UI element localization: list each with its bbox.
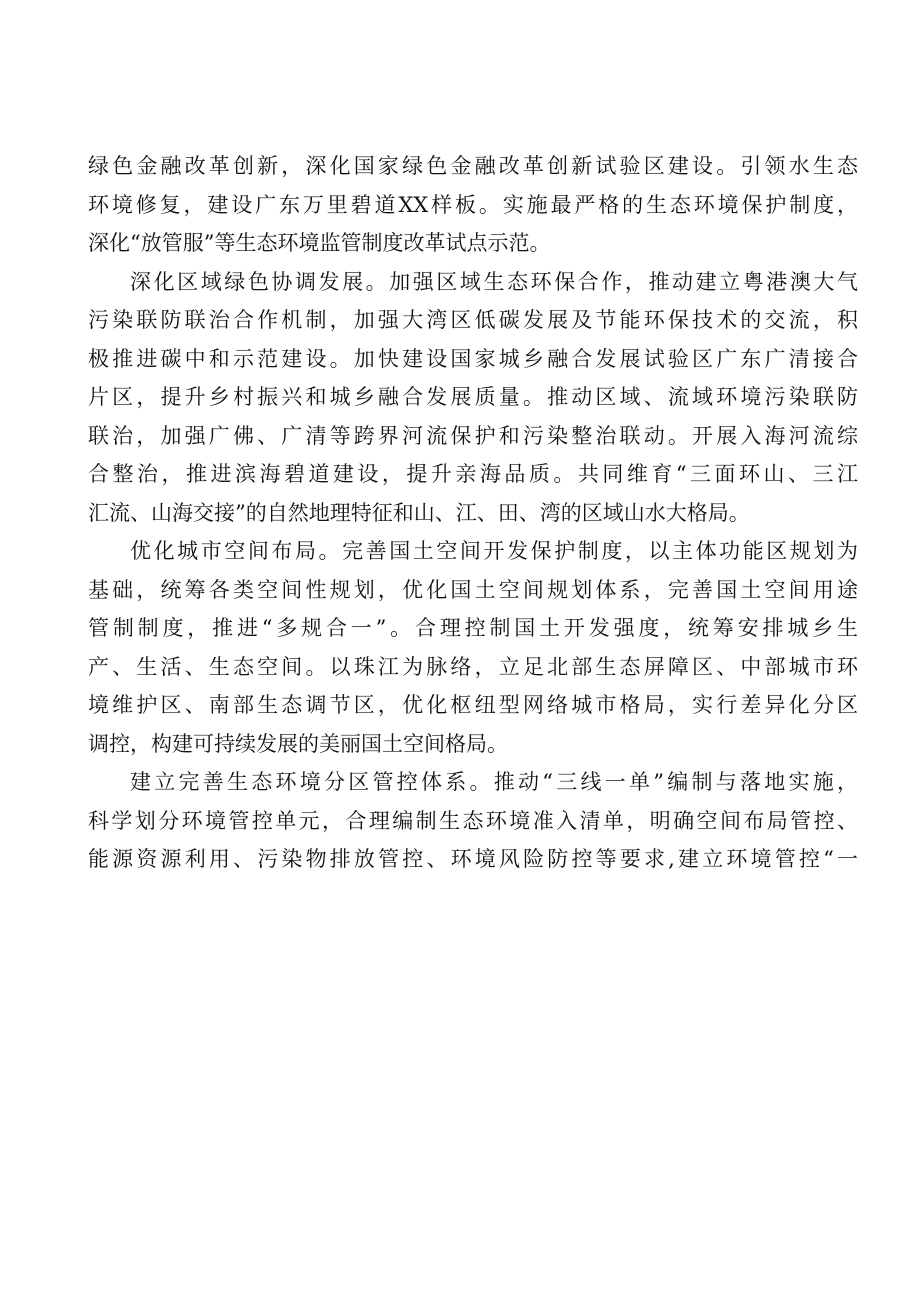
paragraph (88, 532, 858, 763)
document-body (88, 147, 858, 879)
text-line: 科学划分环境管控单元，合理编制生态环境准入清单，明确空间布局管控、 (88, 808, 858, 833)
paragraph (88, 763, 858, 879)
text-line: 调控，构建可持续发展的美丽国土空间格局。 (88, 731, 508, 756)
paragraph (88, 147, 858, 263)
text-line: 污染联防联治合作机制，加强大湾区低碳发展及节能环保技术的交流，积 (88, 308, 858, 332)
text-line: 能源资源利用、污染物排放管控、环境风险防控等要求,建立环境管控“一 (88, 847, 858, 871)
text-line: 优化城市空间布局。完善国土空间开发保护制度，以主体功能区规划为 (130, 539, 858, 563)
text-line: 深化区域绿色协调发展。加强区域生态环保合作，推动建立粤港澳大气 (130, 269, 858, 294)
text-line: 深化“放管服”等生态环境监管制度改革试点示范。 (88, 231, 551, 255)
text-line: 基础，统筹各类空间性规划，优化国土空间规划体系，完善国土空间用途 (88, 577, 858, 602)
text-line: 境维护区、南部生态调节区，优化枢纽型网络城市格局，实行差异化分区 (88, 693, 858, 717)
text-line: 汇流、山海交接”的自然地理特征和山、江、田、湾的区域山水大格局。 (88, 500, 750, 525)
text-line: 产、生活、生态空间。以珠江为脉络，立足北部生态屏障区、中部城市环 (88, 654, 858, 679)
text-line: 合整治，推进滨海碧道建设，提升亲海品质。共同维育“三面环山、三江 (88, 462, 858, 486)
text-line: 片区，提升乡村振兴和城乡融合发展质量。推动区域、流域环境污染联防 (88, 385, 858, 409)
text-line: 管制制度，推进“多规合一”。合理控制国土开发强度，统筹安排城乡生 (88, 616, 858, 640)
text-line: 联治，加强广佛、广清等跨界河流保护和污染整治联动。开展入海河流综 (88, 423, 858, 448)
text-line: 绿色金融改革创新，深化国家绿色金融改革创新试验区建设。引领水生态 (88, 154, 858, 178)
text-line: 建立完善生态环境分区管控体系。推动“三线一单”编制与落地实施， (130, 770, 858, 794)
text-line: 极推进碳中和示范建设。加快建设国家城乡融合发展试验区广东广清接合 (88, 346, 858, 371)
paragraph (88, 263, 858, 533)
text-line: 环境修复，建设广东万里碧道XX样板。实施最严格的生态环境保护制度， (88, 192, 858, 217)
